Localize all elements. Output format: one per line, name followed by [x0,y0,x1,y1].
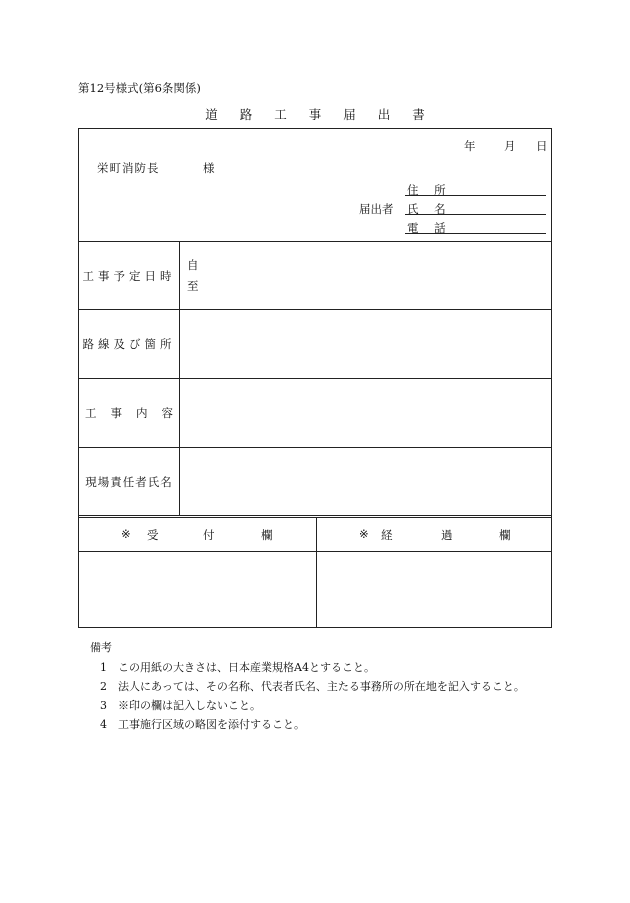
addressee-honorific: 様 [203,161,215,175]
route-label: 路線及び箇所 [82,337,176,351]
content-label: 工事内容 [85,406,187,420]
address-field[interactable] [405,195,546,196]
notes-heading: 備考 [90,641,112,654]
note-item: 1 この用紙の大きさは、日本産業規格A4とすること。 [100,661,375,674]
row-divider [79,378,551,379]
date-year: 年 [464,139,476,153]
name-label: 氏 名 [407,202,452,216]
phone-label: 電 話 [407,221,452,235]
name-field[interactable] [405,214,546,215]
progress-mark: ※ [359,527,369,541]
date-day: 日 [536,139,548,153]
document-title: 道路工事届出書 [205,107,447,122]
schedule-to: 至 [187,279,199,293]
schedule-label: 工事予定日時 [82,269,176,283]
route-field[interactable] [181,311,551,376]
reception-char-3: 欄 [261,528,273,542]
note-item: 4 工事施行区域の略図を添付すること。 [100,718,305,731]
manager-label: 現場責任者氏名 [85,475,173,489]
schedule-from: 自 [187,258,199,272]
content-field[interactable] [181,380,551,445]
notes-section [90,638,525,734]
progress-char-1: 経 [381,528,393,542]
addressee-name: 栄町消防長 [97,161,160,175]
note-item: 2 法人にあっては、その名称、代表者氏名、主たる事務所の所在地を記入すること。 [100,680,525,693]
reception-char-2: 付 [203,528,215,542]
manager-field[interactable] [181,449,551,514]
address-label: 住 所 [407,183,452,197]
progress-char-2: 過 [441,528,453,542]
progress-char-3: 欄 [499,528,511,542]
office-column-divider [316,517,317,628]
date-month: 月 [504,139,516,153]
form-number: 第12号様式(第6条関係) [78,81,201,95]
progress-field [318,553,551,626]
row-divider [79,447,551,448]
reception-field [81,553,314,626]
reception-mark: ※ [121,527,131,541]
row-divider [79,515,551,516]
phone-field[interactable] [405,233,546,234]
row-divider [79,309,551,310]
application-form-table [78,128,552,628]
row-divider [79,241,551,242]
row-divider [79,517,551,518]
schedule-field[interactable] [181,243,551,308]
applicant-label: 届出者 [359,202,394,216]
label-column-divider [179,241,180,516]
reception-char-1: 受 [147,528,159,542]
row-divider [79,551,551,552]
note-item: 3 ※印の欄は記入しないこと。 [100,699,261,712]
